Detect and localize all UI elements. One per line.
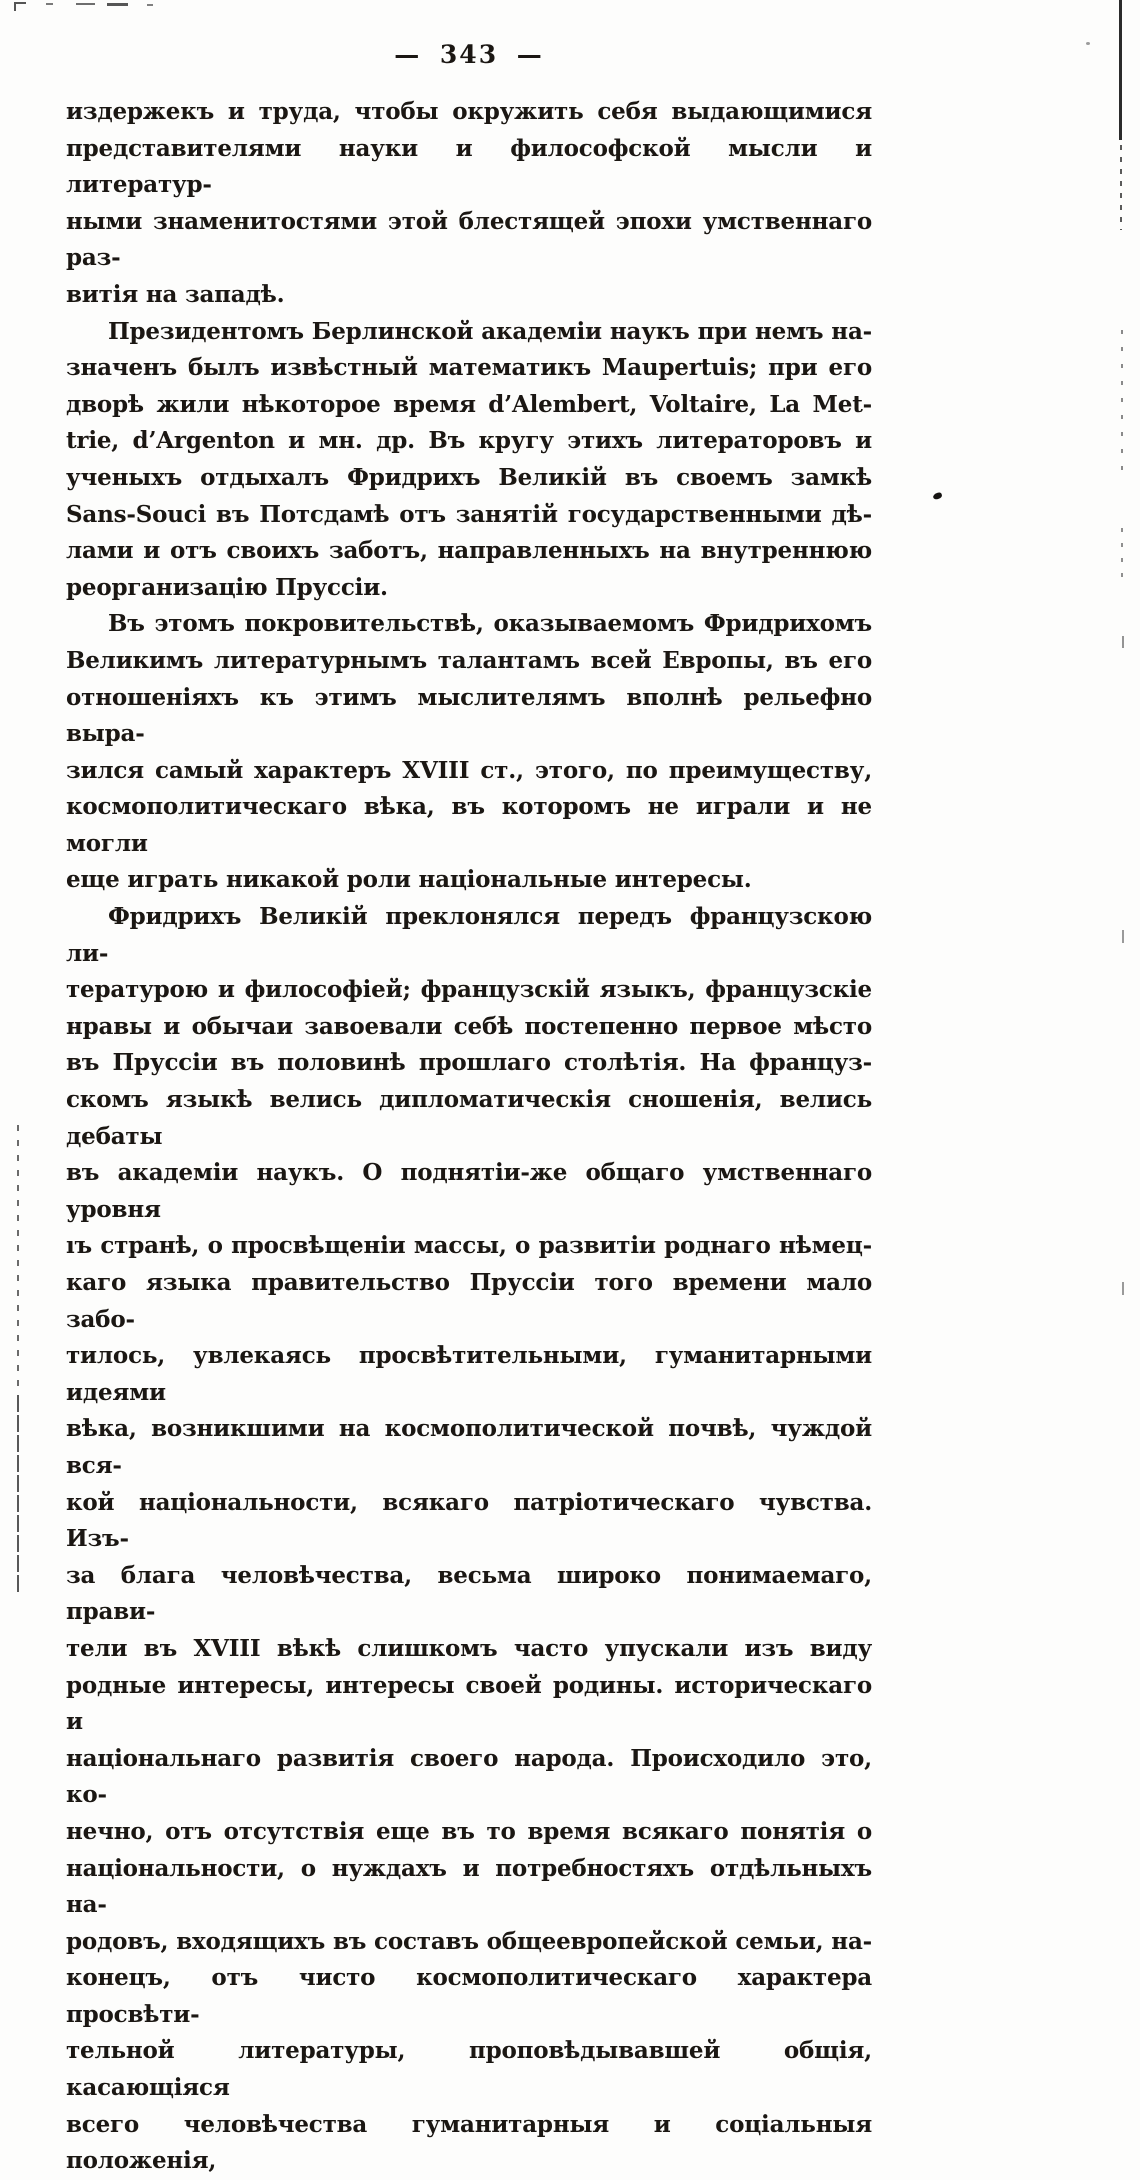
page-number: — 343 —: [394, 40, 544, 69]
text-line: trie, d’Argenton и мн. др. Въ кругу этихъ литераторовъ и: [66, 427, 872, 455]
text-line: представителями науки и философской мысли и литератур-: [66, 134, 872, 199]
scan-mark-left-edge-line: [17, 1125, 19, 1393]
scan-mark-right-edge-line: [1120, 145, 1122, 230]
scan-mark-top-dash: [46, 3, 53, 5]
text-line: вѣка, возникшими на космополитической почвѣ, чуждой вся-: [66, 1415, 872, 1479]
scan-mark-right-edge-dot: [1122, 636, 1124, 648]
text-line: Президентомъ Берлинской академіи наукъ при немъ на-: [108, 317, 872, 345]
text-line: зился самый характеръ XVIII ст., этого, по преимуществу,: [66, 756, 872, 784]
text-line: національнаго развитія своего народа. Происходило это, ко-: [66, 1744, 872, 1809]
scan-mark-top-dash: [147, 4, 153, 6]
text-line: родовъ, входящихъ въ составъ общеевропейской семьи, на-: [66, 1927, 872, 1955]
text-line: Въ этомъ покровительствѣ, оказываемомъ Фридрихомъ: [108, 610, 872, 638]
text-line: нравы и обычаи завоевали себѣ постепенно первое мѣсто: [66, 1012, 872, 1040]
text-line: значенъ былъ извѣстный математикъ Maupertuis; при его: [66, 354, 872, 382]
text-line: нечно, отъ отсутствія еще въ то время всякаго понятія о: [66, 1817, 872, 1845]
scan-mark-right-edge-line: [1119, 0, 1122, 140]
text-line: издержекъ и труда, чтобы окружить себя выдающимися: [66, 98, 872, 125]
scan-mark-top-left-corner: [14, 2, 16, 11]
text-line: лами и отъ своихъ заботъ, направленныхъ на внутреннюю: [66, 537, 872, 565]
scan-mark-right-edge-line: [1121, 528, 1123, 580]
text-line: конецъ, отъ чисто космополитическаго характера просвѣти-: [66, 1964, 872, 2028]
text-line: родные интересы, интересы своей родины. историческаго и: [66, 1671, 872, 1736]
text-line: еще играть никакой роли національные интересы.: [66, 866, 752, 894]
scan-mark-top-dash: [76, 3, 95, 5]
text-line: въ Пруссіи въ половинѣ прошлаго столѣтія. На француз-: [66, 1049, 872, 1077]
scan-mark-ink-blot: [932, 492, 942, 500]
text-line: тели въ XVIII вѣкѣ слишкомъ часто упускали изъ виду: [66, 1634, 872, 1662]
text-line: тилось, увлекаясь просвѣтительными, гуманитарными идеями: [66, 1342, 872, 1406]
text-line: ıъ странѣ, о просвѣщеніи массы, о развитіи роднаго нѣмец-: [66, 1232, 872, 1260]
text-line: въ академіи наукъ. О поднятіи-же общаго умственнаго уровня: [66, 1159, 872, 1223]
text-line: каго языка правительство Пруссіи того времени мало забо-: [66, 1269, 872, 1333]
text-line: Sans-Souci въ Потсдамѣ отъ занятій государственными дѣ-: [66, 500, 872, 528]
scan-mark-left-edge-line: [17, 1395, 19, 1595]
scan-mark-top-dash: [107, 3, 128, 6]
text-line: витія на западѣ.: [66, 280, 285, 308]
text-line: реорганизацію Пруссіи.: [66, 573, 388, 601]
text-line: ученыхъ отдыхалъ Фридрихъ Великій въ своемъ замкѣ: [66, 463, 872, 491]
text-line: скомъ языкѣ велись дипломатическія сношенія, велись дебаты: [66, 1086, 872, 1150]
text-line: космополитическаго вѣка, въ которомъ не играли и не могли: [66, 793, 872, 857]
text-line: тельной литературы, проповѣдывавшей общія, касающіяся: [66, 2037, 872, 2102]
text-line: тературою и философіей; французскій языкъ, французскіе: [66, 976, 872, 1004]
text-line: Фридрихъ Великій преклонялся передъ французскою ли-: [66, 903, 872, 967]
body-text: [66, 94, 872, 2180]
scan-mark-faint-dot: [1086, 42, 1090, 45]
scan-mark-right-edge-dot: [1122, 1282, 1124, 1295]
text-line: всего человѣчества гуманитарныя и соціальныя положенія,: [66, 2110, 872, 2175]
text-line: отношеніяхъ къ этимъ мыслителямъ вполнѣ рельефно выра-: [66, 683, 872, 748]
text-line: ными знаменитостями этой блестящей эпохи умственнаго раз-: [66, 207, 872, 272]
text-line: дворѣ жили нѣкоторое время d’Alembert, Voltaire, La Met-: [66, 390, 872, 418]
scan-mark-right-edge-line: [1121, 330, 1123, 480]
scan-mark-top-left-corner: [14, 2, 26, 4]
text-line: за блага человѣчества, весьма широко понимаемаго, прави-: [66, 1561, 872, 1626]
scan-mark-right-edge-dot: [1122, 930, 1124, 943]
text-line: Великимъ литературнымъ талантамъ всей Европы, въ его: [66, 646, 872, 674]
text-line: національности, о нуждахъ и потребностяхъ отдѣльныхъ на-: [66, 1854, 872, 1919]
text-line: кой національности, всякаго патріотическаго чувства. Изъ-: [66, 1488, 872, 1553]
